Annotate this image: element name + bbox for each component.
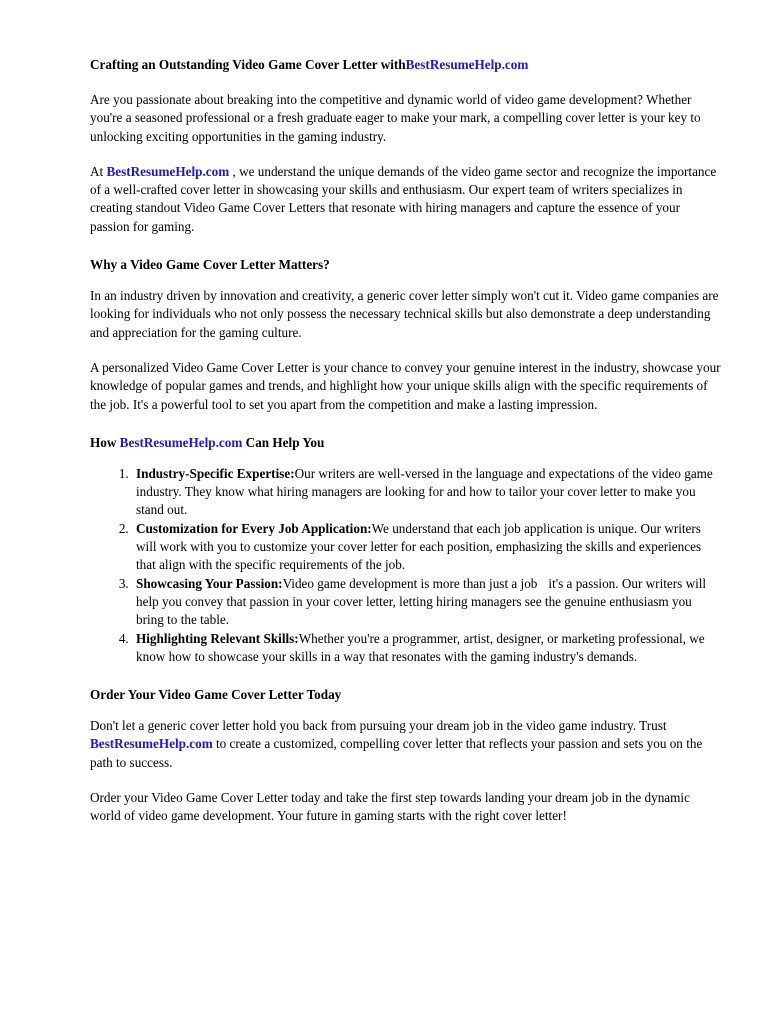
feature-text-2: We understand that each job application is unique. Our writers will work with you to customize your cover letter for each position, emphasizing the skills and experiences that align with the specific requirements of the job. (136, 520, 702, 573)
heading-why-matters: Why a Video Game Cover Letter Matters? (90, 257, 330, 273)
list-item (132, 575, 722, 630)
order-paragraph-suffix: to create a customized, compelling cover letter that reflects your passion and sets you on the path to success. (90, 736, 703, 770)
closing-paragraph: Order your Video Game Cover Letter today and take the first step towards landing your dream job in the dynamic world of video game development. Your future in gaming starts with the right cover letter! (90, 790, 690, 824)
about-paragraph-prefix: At (90, 163, 107, 179)
feature-label-3: Showcasing Your Passion: (136, 575, 283, 591)
why-paragraph-1: In an industry driven by innovation and creativity, a generic cover letter simply won't cut it. Video game companies are looking for individuals who not only possess the necessary technical skills but also demonstrate a deep understanding and appreciation for the gaming culture. (90, 288, 719, 340)
brand-link-about[interactable]: BestResumeHelp.com (106, 163, 230, 179)
about-paragraph (90, 163, 722, 236)
feature-text-3b: it's a passion. Our writers will help you convey that passion in your cover letter, letting hiring managers see the genuine enthusiasm you bring to the table. (136, 575, 707, 628)
feature-label-4: Highlighting Relevant Skills: (136, 630, 299, 646)
why-paragraph-2: A personalized Video Game Cover Letter is your chance to convey your genuine interest in the industry, showcase your knowledge of popular games and trends, and highlight how your unique skills align with the specific requirements of the job. It's a powerful tool to set you apart from the competition and make a lasting impression. (90, 359, 721, 412)
heading-order-today: Order Your Video Game Cover Letter Today (90, 687, 342, 703)
intro-paragraph: Are you passionate about breaking into the competitive and dynamic world of video game development? Whether you're a seasoned professional or a fresh graduate eager to make your mark, a compelling cover letter is your key to unlocking exciting opportunities in the gaming industry. (90, 92, 701, 144)
feature-list (90, 465, 722, 666)
document-content (90, 56, 722, 826)
brand-link-order[interactable]: BestResumeHelp.com (90, 736, 213, 752)
heading-how-prefix: How (90, 434, 120, 450)
feature-text-3a: Video game development is more than just a job (282, 575, 538, 591)
page-title (90, 56, 722, 73)
brand-link-heading-how[interactable]: BestResumeHelp.com (119, 434, 243, 450)
feature-label-2: Customization for Every Job Application: (136, 520, 372, 536)
order-paragraph (90, 717, 722, 772)
heading-how-we-help (90, 434, 722, 451)
feature-text-4: Whether you're a programmer, artist, designer, or marketing professional, we know how to showcase your skills in a way that resonates with the gaming industry's demands. (136, 630, 705, 664)
order-paragraph-prefix: Don't let a generic cover letter hold you back from pursuing your dream job in the video game industry. Trust (90, 718, 667, 734)
page-title-text: Crafting an Outstanding Video Game Cover Letter with (90, 57, 406, 72)
list-item (132, 520, 722, 575)
list-item (132, 465, 722, 520)
brand-link-title[interactable]: BestResumeHelp.com (405, 57, 529, 72)
about-paragraph-suffix: , we understand the unique demands of the video game sector and recognize the importance of a well-crafted cover letter in showcasing your skills and enthusiasm. Our expert team of writers specializes in creating standout Video Game Cover Letters that resonate with hiring managers and capture the essence of your passion for gaming. (90, 163, 717, 234)
heading-how-suffix: Can Help You (242, 434, 325, 450)
feature-text-1: Our writers are well-versed in the language and expectations of the video game industry. They know what hiring managers are looking for and how to tailor your cover letter to make you stand out. (136, 465, 713, 518)
list-item (132, 630, 722, 667)
feature-label-1: Industry-Specific Expertise: (136, 465, 295, 481)
